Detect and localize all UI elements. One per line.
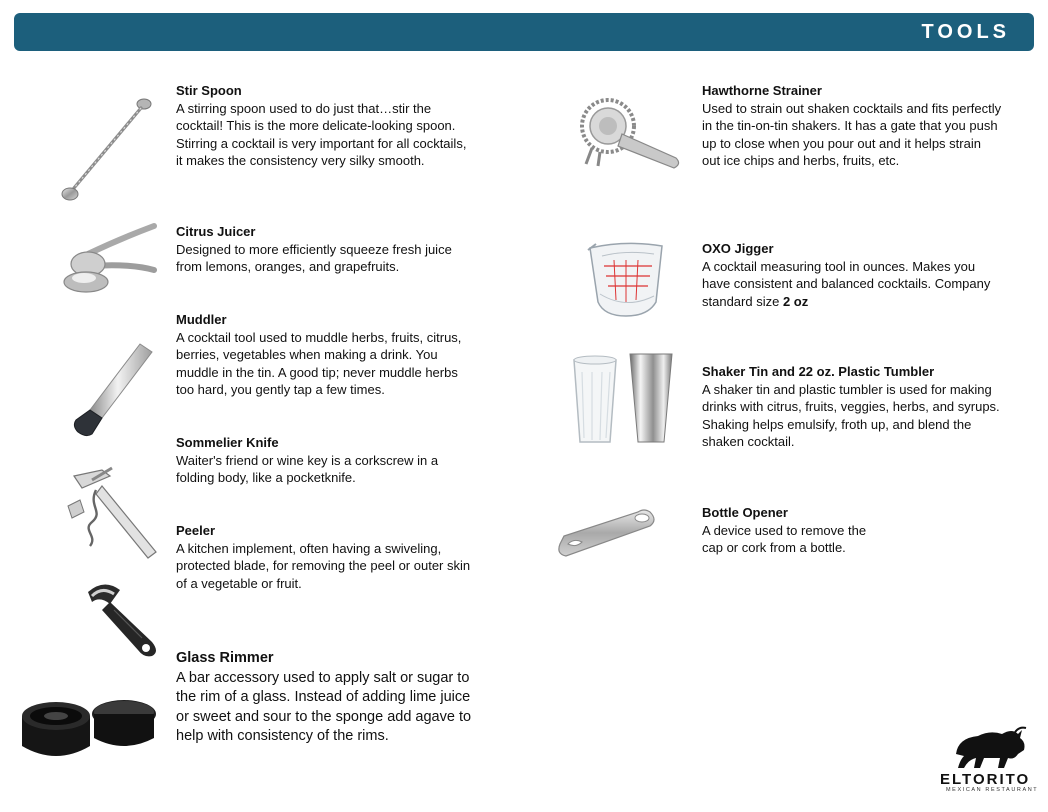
tool-bottle-opener xyxy=(702,504,884,557)
tool-description: A cocktail measuring tool in ounces. Makes you have consistent and balanced cocktails. Company standard size 2 oz xyxy=(702,258,991,309)
tool-name: OXO Jigger xyxy=(702,241,774,256)
bottle-opener-icon xyxy=(554,506,658,562)
tool-hawthorne-strainer xyxy=(702,82,1002,170)
tool-name: Citrus Juicer xyxy=(176,224,256,239)
oxo-jigger-icon xyxy=(586,240,670,320)
brand-tagline: MEXICAN RESTAURANT xyxy=(946,787,1039,793)
standard-size: 2 oz xyxy=(782,293,809,309)
header-bar xyxy=(14,13,1034,51)
tool-name: Sommelier Knife xyxy=(176,435,279,450)
tool-oxo-jigger xyxy=(702,240,1002,310)
citrus-juicer-icon xyxy=(58,224,160,304)
tool-sommelier-knife xyxy=(176,434,476,487)
tool-description: A bar accessory used to apply salt or sugar to the rim of a glass. Instead of adding lime juice or sweet and sour to the sponge add agave to help with consistency of the rims. xyxy=(176,669,472,744)
tool-glass-rimmer xyxy=(176,649,476,747)
tool-name: Glass Rimmer xyxy=(176,650,274,666)
page-title: TOOLS xyxy=(921,21,1010,43)
tool-description: A shaker tin and plastic tumbler is used for making drinks with citrus, fruits, veggies, herbs, and syrups. Shaking helps emulsify, froth up, and blend the shaken cocktail. xyxy=(702,381,1000,450)
muddler-icon xyxy=(62,338,162,442)
tool-name: Stir Spoon xyxy=(176,83,242,98)
tool-name: Peeler xyxy=(176,523,216,538)
glass-rimmer-icon xyxy=(14,694,162,764)
tool-description: A stirring spoon used to do just that…stir the cocktail! This is the more delicate-looking spoon. Stirring a cocktail is very important for all cocktails, it makes the consistency very silky smooth. xyxy=(176,100,467,169)
tool-muddler xyxy=(176,311,476,399)
stir-spoon-icon xyxy=(50,92,160,207)
tool-peeler xyxy=(176,522,476,592)
tool-name: Muddler xyxy=(176,312,227,327)
tool-name: Shaker Tin and 22 oz. Plastic Tumbler xyxy=(702,364,935,379)
tool-description: A device used to remove the cap or cork from a bottle. xyxy=(702,522,867,556)
tool-shaker-tin-tumbler xyxy=(702,363,1002,451)
tool-description: Waiter's friend or wine key is a corkscrew in a folding body, like a pocketknife. xyxy=(176,452,439,486)
tool-name: Bottle Opener xyxy=(702,505,788,520)
tool-description: A cocktail tool used to muddle herbs, fruits, citrus, berries, vegetables when making a drink. You muddle in the tin. A good tip; never muddle herbs too hard, you gently tap a few times. xyxy=(176,329,462,398)
tool-citrus-juicer xyxy=(176,223,476,276)
tool-name: Hawthorne Strainer xyxy=(702,83,822,98)
shaker-tin-tumbler-icon xyxy=(570,352,690,446)
brand-name: ELTORITO xyxy=(940,771,1031,788)
hawthorne-strainer-icon xyxy=(574,92,686,172)
tool-description: Designed to more efficiently squeeze fresh juice from lemons, oranges, and grapefruits. xyxy=(176,241,452,275)
peeler-icon xyxy=(80,578,166,660)
tool-stir-spoon xyxy=(176,82,476,170)
tool-description: A kitchen implement, often having a swiveling, protected blade, for removing the peel or outer skin of a vegetable or fruit. xyxy=(176,540,471,591)
tool-description: Used to strain out shaken cocktails and fits perfectly in the tin-on-tin shakers. It has a gate that you push up to close when you pour out and it helps strain out ice chips and herbs, fruits, etc. xyxy=(702,100,1002,169)
sommelier-knife-icon xyxy=(62,466,162,562)
